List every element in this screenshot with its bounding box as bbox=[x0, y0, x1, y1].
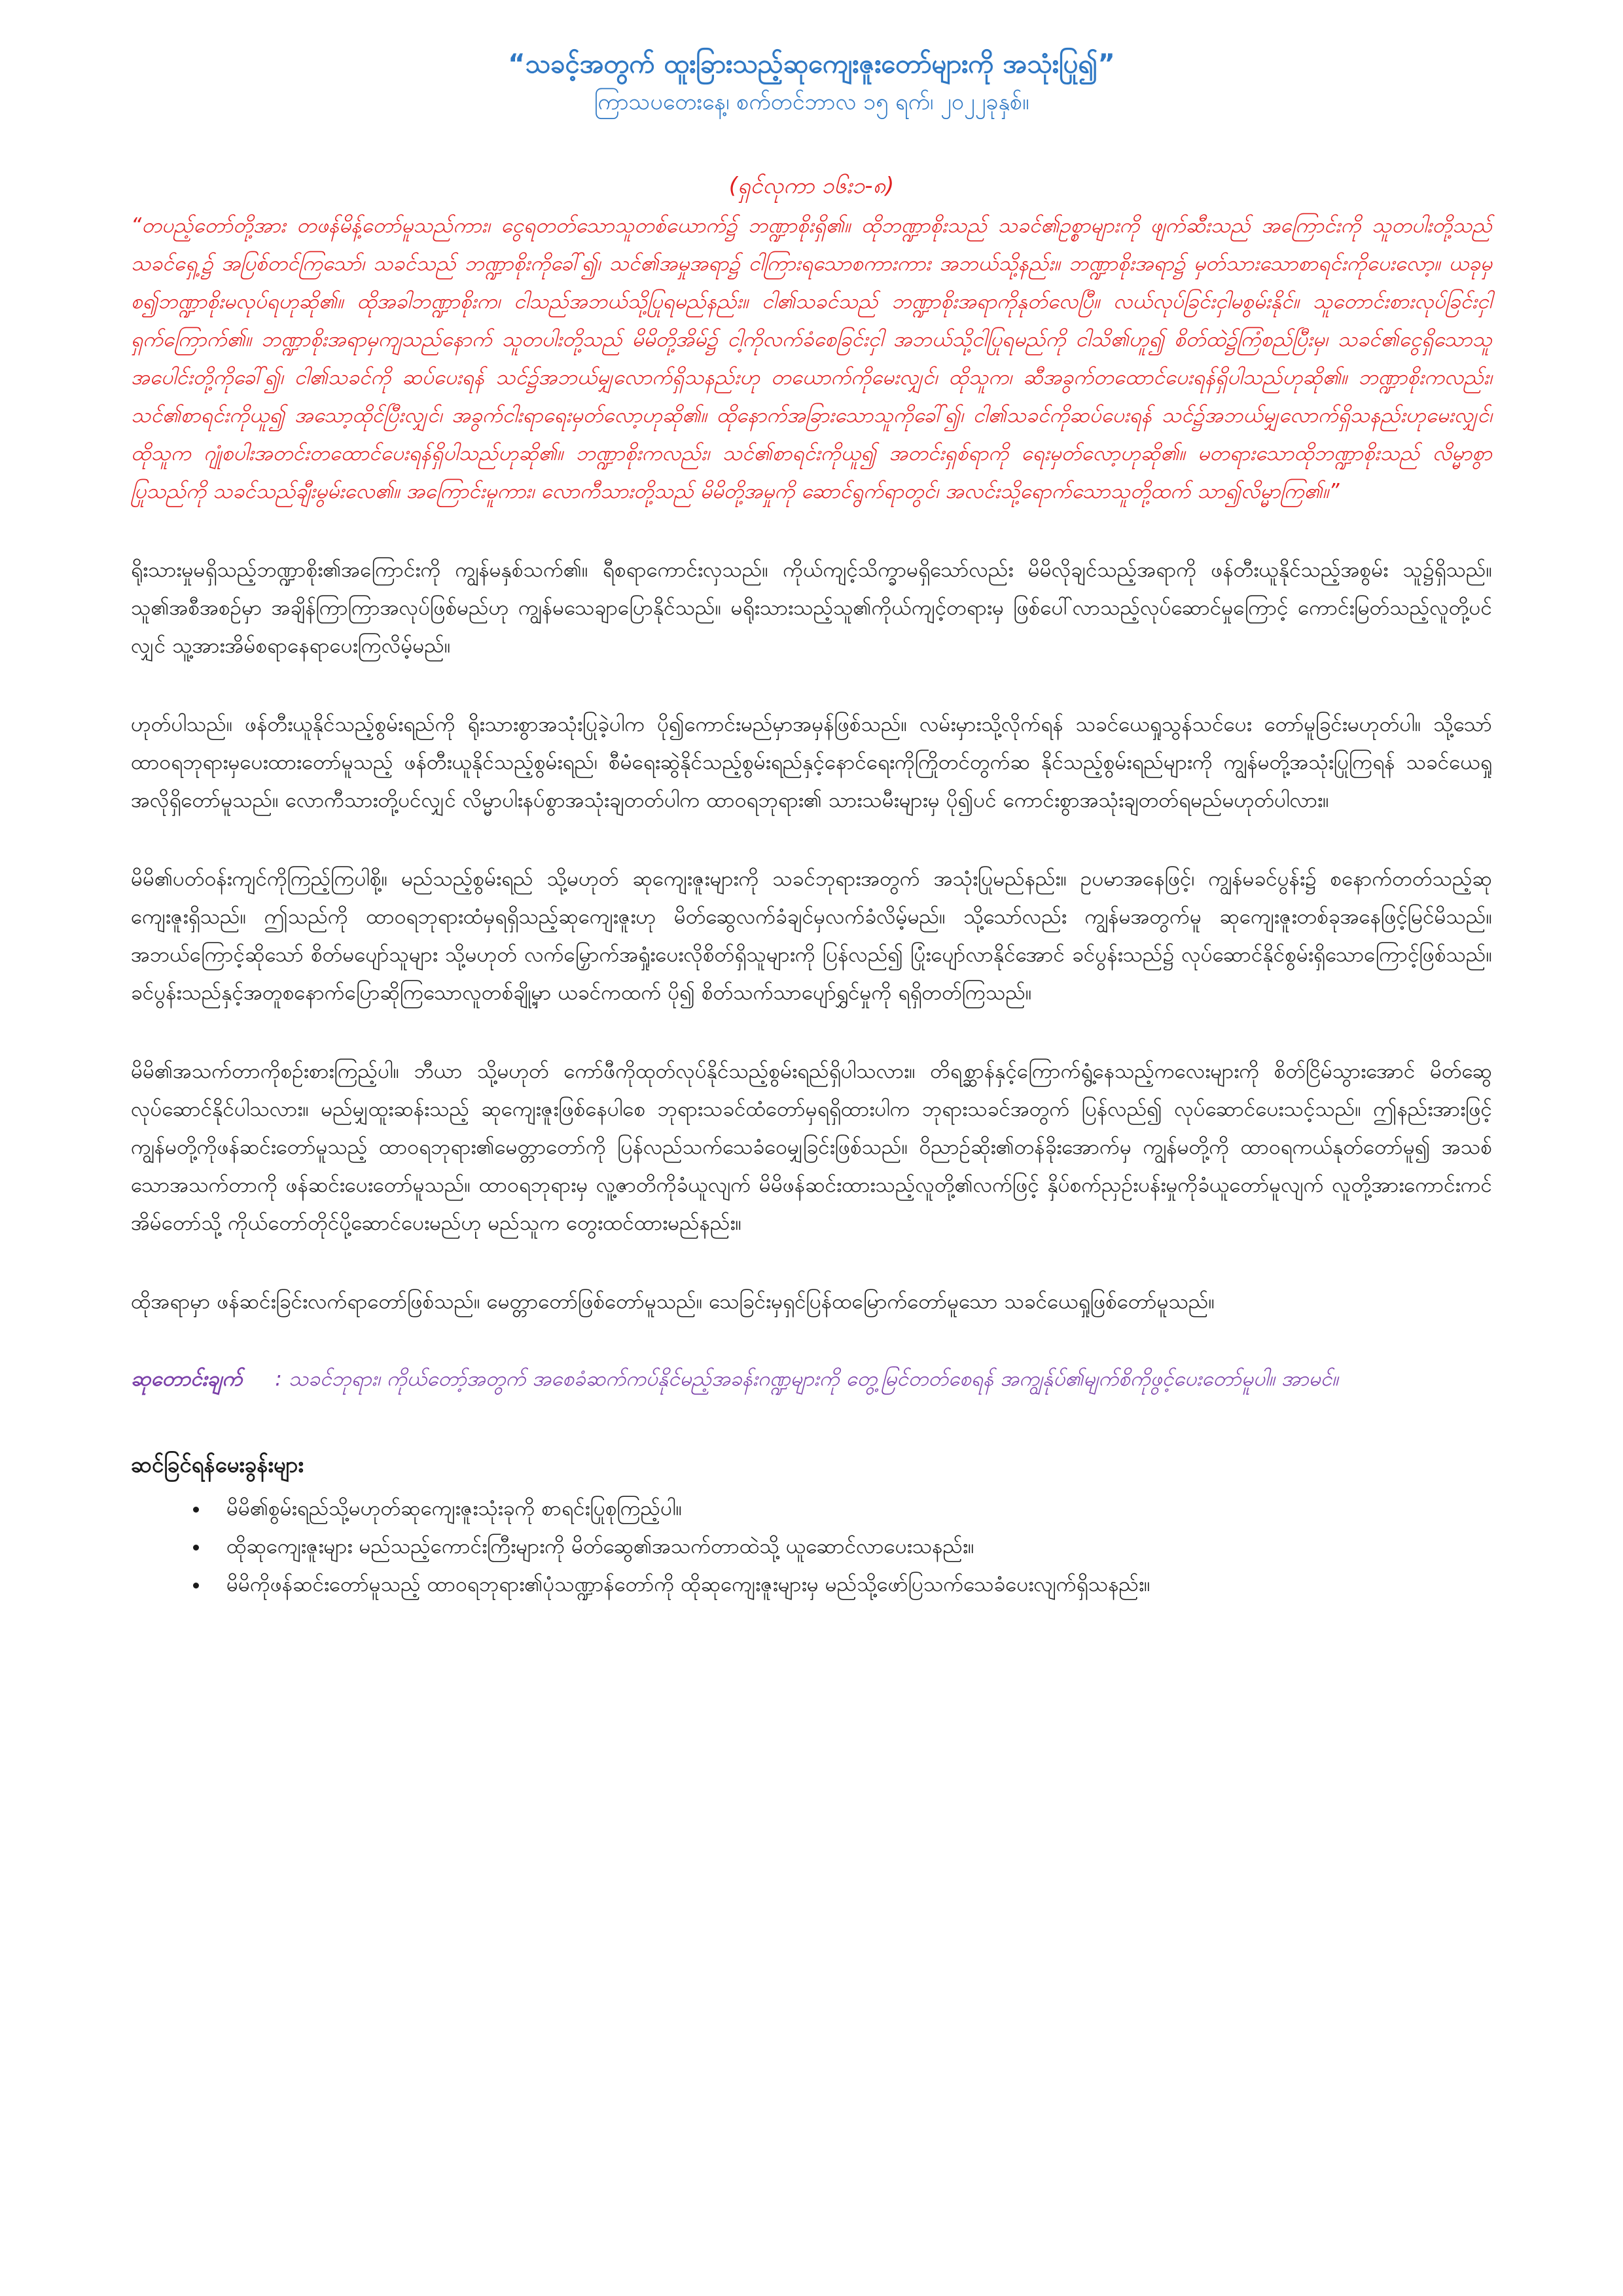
body-paragraph-5: ထိုအရာမှာ ဖန်ဆင်းခြင်းလက်ရာတော်ဖြစ်သည်။ မေတ္တာတော်ဖြစ်တော်မူသည်။ သေခြင်းမှရှင်ပြန်ထမြောက်တော်မူသော သခင်ယေရှုဖြစ်တော်မူသည်။ bbox=[131, 1290, 1215, 1314]
question-item: • ထိုဆုကျေးဇူးများ မည်သည့်ကောင်းကြီးများကို မိတ်ဆွေ၏အသက်တာထဲသို့ ယူဆောင်လာပေးသနည်း။ bbox=[209, 1528, 1492, 1566]
body-paragraph-3: မိမိ၏ပတ်ဝန်းကျင်ကိုကြည့်ကြပါစို့။ မည်သည့်စွမ်းရည် သို့မဟုတ် ဆုကျေးဇူးများကို သခင်ဘုရားအတွက် အသုံးပြုမည်နည်း။ ဥပမာအနေဖြင့်၊ ကျွန်မခင်ပွန်း၌ စနောက်တတ်သည့်ဆုကျေးဇူးရှိသည်။ ဤသည်ကို ထာဝရဘုရားထံမှရရှိသည့်ဆုကျေးဇူးဟု မိတ်ဆွေလက်ခံချင်မှလက်ခံလိမ့်မည်။ သို့သော်လည်း ကျွန်မအတွက်မူ ဆုကျေးဇူးတစ်ခုအနေဖြင့်မြင်မိသည်။ အဘယ်ကြောင့်ဆိုသော် စိတ်မပျော်သူများ သို့မဟုတ် လက်မြှောက်အရှုံးပေးလိုစိတ်ရှိသူများကို ပြန်လည်၍ ပြုံးပျော်လာနိုင်အောင် ခင်ပွန်းသည်၌ လုပ်ဆောင်နိုင်စွမ်းရှိသောကြောင့်ဖြစ်သည်။ ခင်ပွန်းသည်နှင့်အတူစနောက်ပြောဆိုကြသောလူတစ်ချို့မှာ ယခင်ကထက် ပို၍ စိတ်သက်သာပျော်ရွှင်မှုကို ရရှိတတ်ကြသည်။ bbox=[131, 867, 1492, 1005]
body-paragraph-4: မိမိ၏အသက်တာကိုစဉ်းစားကြည့်ပါ။ ဘီယာ သို့မဟုတ် ကော်ဖီကိုထုတ်လုပ်နိုင်သည့်စွမ်းရည်ရှိပါသလား။ တိရစ္ဆာန်နှင့်ကြောက်ရွံ့နေသည့်ကလေးများကို စိတ်ငြိမ်သွားအောင် မိတ်ဆွေလုပ်ဆောင်နိုင်ပါသလား။ မည်မျှထူးဆန်းသည့် ဆုကျေးဇူးဖြစ်နေပါစေ ဘုရားသခင်ထံတော်မှရရှိထားပါက ဘုရားသခင်အတွက် ပြန်လည်၍ လုပ်ဆောင်ပေးသင့်သည်။ ဤနည်းအားဖြင့် ကျွန်မတို့ကိုဖန်ဆင်းတော်မူသည့် ထာဝရဘုရား၏မေတ္တာတော်ကို ပြန်လည်သက်သေခံဝေမျှခြင်းဖြစ်သည်။ ဝိညာဉ်ဆိုး၏တန်ခိုးအောက်မှ ကျွန်မတို့ကို ထာဝရကယ်နုတ်တော်မူ၍ အသစ်သောအသက်တာကို ဖန်ဆင်းပေးတော်မူသည်။ ထာဝရဘုရားမှ လူ့ဇာတိကိုခံယူလျက် မိမိဖန်ဆင်းထားသည့်လူတို့၏လက်ဖြင့် နှိပ်စက်ညှဉ်းပန်းမှုကိုခံယူတော်မူလျက် လူတို့အားကောင်းကင်အိမ်တော်သို့ ကိုယ်တော်တိုင်ပို့ဆောင်ပေးမည်ဟု မည်သူက တွေးထင်ထားမည်နည်း။ bbox=[131, 1060, 1492, 1235]
body-paragraph-2: ဟုတ်ပါသည်။ ဖန်တီးယူနိုင်သည့်စွမ်းရည်ကို ရိုးသားစွာအသုံးပြုခဲ့ပါက ပို၍ကောင်းမည်မှာအမှန်ဖြစ်သည်။ လမ်းမှားသို့လိုက်ရန် သခင်ယေရှုသွန်သင်ပေး တော်မူခြင်းမဟုတ်ပါ။ သို့သော် ထာဝရဘုရားမှပေးထားတော်မူသည့် ဖန်တီးယူနိုင်သည့်စွမ်းရည်၊ စီမံရေးဆွဲနိုင်သည့်စွမ်းရည်နှင့်နောင်ရေးကိုကြိုတင်တွက်ဆ နိုင်သည့်စွမ်းရည်များကို ကျွန်မတို့အသုံးပြုကြရန် သခင်ယေရှုအလိုရှိတော်မူသည်။ လောကီသားတို့ပင်လျှင် လိမ္မာပါးနပ်စွာအသုံးချတတ်ပါက ထာဝရဘုရား၏ သားသမီးများမှ ပို၍ပင် ကောင်းစွာအသုံးချတတ်ရမည်မဟုတ်ပါလား။ bbox=[131, 713, 1492, 812]
dateline: ကြာသပတေးနေ့၊ စက်တင်ဘာလ ၁၅ ရက်၊ ၂၀၂၂ခုနှစ်။ bbox=[594, 89, 1029, 115]
questions-list bbox=[131, 1490, 1492, 1604]
scripture-reference: (ရှင်လုကာ ၁၆း၁-၈) bbox=[728, 173, 895, 199]
question-item: • မိမိ၏စွမ်းရည်သို့မဟုတ်ဆုကျေးဇူးသုံးခုကို စာရင်းပြုစုကြည့်ပါ။ bbox=[209, 1490, 1492, 1528]
question-item: • မိမိကိုဖန်ဆင်းတော်မူသည့် ထာဝရဘုရား၏ပုံသဏ္ဍာန်တော်ကို ထိုဆုကျေးဇူးများမှ မည်သို့ဖော်ပြသက်သေခံပေးလျက်ရှိသနည်း။ bbox=[209, 1566, 1492, 1604]
questions-heading: ဆင်ခြင်ရန်မေးခွန်းများ bbox=[131, 1452, 304, 1477]
prayer-section bbox=[131, 1360, 1492, 1398]
prayer-label: ဆုတောင်းချက် bbox=[131, 1367, 243, 1391]
page-title: “သခင့်အတွက် ထူးခြားသည့်ဆုကျေးဇူးတော်များကို အသုံးပြု၍” bbox=[508, 49, 1115, 79]
prayer-text: : သခင်ဘုရား၊ ကိုယ်တော့်အတွက် အစေခံဆက်ကပ်နိုင်မည့်အခန်းဂဏ္ဍများကို တွေ့မြင်တတ်စေရန် အကျွန်ုပ်၏မျက်စိကိုဖွင့်ပေးတော်မူပါ။ အာမင်။ bbox=[275, 1367, 1338, 1391]
body-paragraph-1: ရိုးသားမှုမရှိသည့်ဘဏ္ဍာစိုး၏အကြောင်းကို ကျွန်မနှစ်သက်၏။ ရီစရာကောင်းလှသည်။ ကိုယ်ကျင့်သိက္ခာမရှိသော်လည်း မိမိလိုချင်သည့်အရာကို ဖန်တီးယူနိုင်သည့်အစွမ်း သူ၌ရှိသည်။ သူ၏အစီအစဉ်မှာ အချိန်ကြာကြာအလုပ်ဖြစ်မည်ဟု ကျွန်မသေချာပြောနိုင်သည်။ မရိုးသားသည့်သူ၏ကိုယ်ကျင့်တရားမှ ဖြစ်ပေါ်လာသည့်လုပ်ဆောင်မှုကြောင့် ကောင်းမြတ်သည့်လူတို့ပင်လျှင် သူ့အားအိမ်စရာနေရာပေးကြလိမ့်မည်။ bbox=[131, 558, 1492, 658]
scripture-passage: “တပည့်တော်တို့အား တဖန်မိန့်တော်မူသည်ကား၊ ငွေရတတ်သောသူတစ်ယောက်၌ ဘဏ္ဍာစိုးရှိ၏။ ထိုဘဏ္ဍာစိုးသည် သခင်၏ဥစ္စာများကို ဖျက်ဆီးသည် အကြောင်းကို သူတပါးတို့သည် သခင်ရှေ့၌ အပြစ်တင်ကြသော်၊ သခင်သည် ဘဏ္ဍာစိုးကိုခေါ်၍၊ သင်၏အမှုအရာ၌ ငါကြားရသောစကားကား အဘယ်သို့နည်း။ ဘဏ္ဍာစိုးအရာ၌ မှတ်သားသောစာရင်းကိုပေးလော့။ ယခုမှစ၍ဘဏ္ဍာစိုးမလုပ်ရဟုဆို၏။ ထိုအခါဘဏ္ဍာစိုးက၊ ငါသည်အဘယ်သို့ပြုရမည်နည်း။ ငါ၏သခင်သည် ဘဏ္ဍာစိုးအရာကိုနုတ်လေပြီ။ လယ်လုပ်ခြင်းငှါမစွမ်းနိုင်။ သူတောင်းစားလုပ်ခြင်းငှါရှက်ကြောက်၏။ ဘဏ္ဍာစိုးအရာမှကျသည်နောက် သူတပါးတို့သည် မိမိတို့အိမ်၌ ငါ့ကိုလက်ခံစေခြင်းငှါ အဘယ်သို့ငါပြုရမည်ကို ငါသိ၏ဟူ၍ စိတ်ထဲ၌ကြံစည်ပြီးမှ၊ သခင်၏ငွေရှိသောသူအပေါင်းတို့ကိုခေါ်၍၊ ငါ၏သခင်ကို ဆပ်ပေးရန် သင်၌အဘယ်မျှလောက်ရှိသနည်းဟု တယောက်ကိုမေးလျှင်၊ ထိုသူက၊ ဆီအခွက်တထောင်ပေးရန်ရှိပါသည်ဟုဆို၏။ ဘဏ္ဍာစိုးကလည်း၊ သင်၏စာရင်းကိုယူ၍ အသော့ထိုင်ပြီးလျှင်၊ အခွက်ငါးရာရေးမှတ်လော့ဟုဆို၏။ ထိုနောက်အခြားသောသူကိုခေါ်၍၊ ငါ၏သခင်ကိုဆပ်ပေးရန် သင်၌အဘယ်မျှလောက်ရှိသနည်းဟုမေးလျှင်၊ ထိုသူက ဂျုံစပါးအတင်းတထောင်ပေးရန်ရှိပါသည်ဟုဆို၏။ ဘဏ္ဍာစိုးကလည်း၊ သင်၏စာရင်းကိုယူ၍ အတင်းရှစ်ရာကို ရေးမှတ်လော့ဟုဆို၏။ မတရားသောထိုဘဏ္ဍာစိုးသည် လိမ္မာစွာပြုသည်ကို သခင်သည်ချီးမွမ်းလေ၏။ အကြောင်းမူကား၊ လောကီသားတို့သည် မိမိတို့အမှုကို ဆောင်ရွက်ရာတွင်၊ အလင်းသို့ရောက်သောသူတို့ထက် သာ၍လိမ္မာကြ၏။” bbox=[131, 214, 1492, 503]
